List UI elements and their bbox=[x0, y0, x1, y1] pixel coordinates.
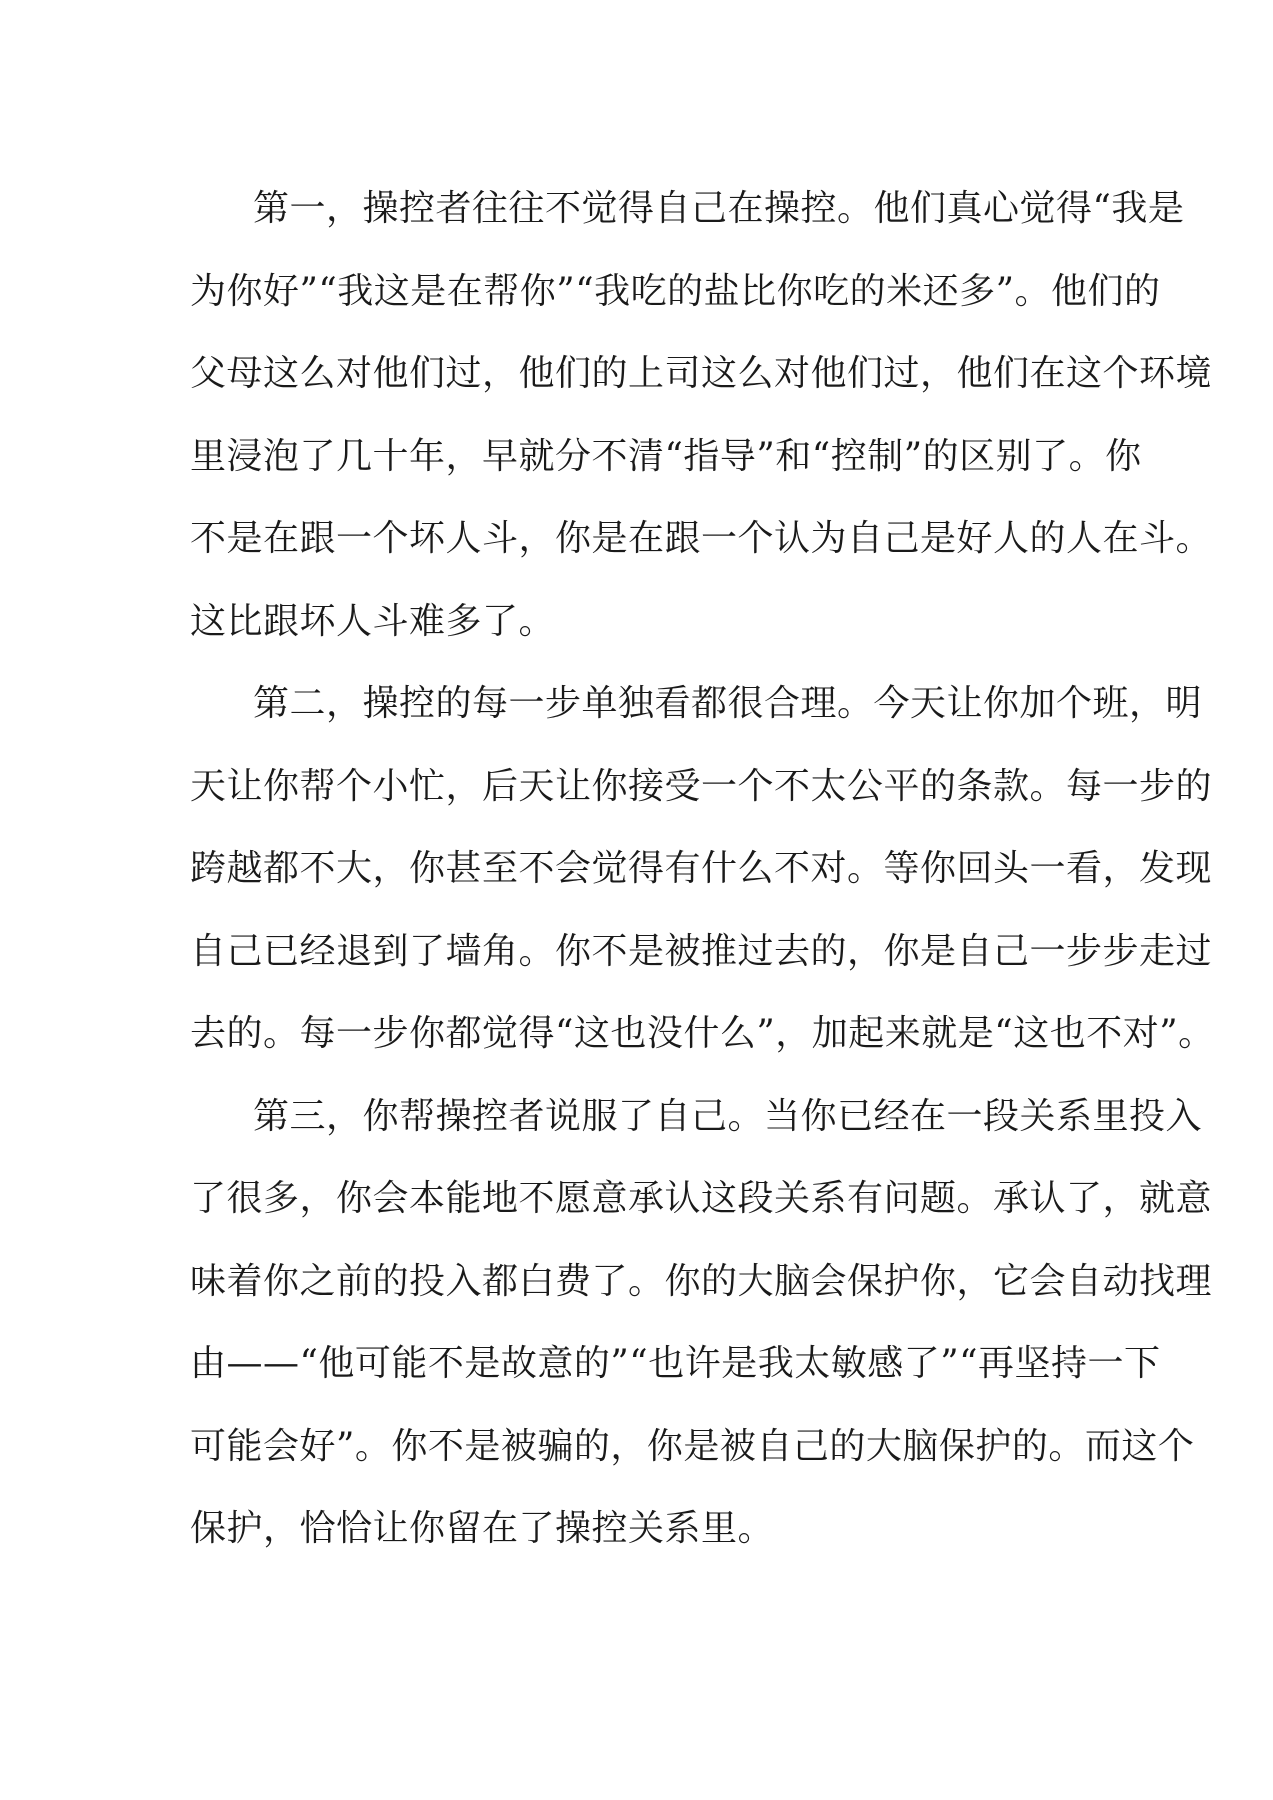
document-body bbox=[190, 168, 1215, 1571]
paragraph-line: 父母这么对他们过，他们的上司这么对他们过，他们在这个环境 bbox=[190, 353, 1213, 394]
paragraph-line: 天让你帮个小忙，后天让你接受一个不太公平的条款。每一步的 bbox=[190, 765, 1213, 807]
paragraph-line: 可能会好”。你不是被骗的，你是被自己的大脑保护的。而这个 bbox=[190, 1425, 1195, 1467]
paragraph-line: 里浸泡了几十年，早就分不清“指导”和“控制”的区别了。你 bbox=[190, 435, 1142, 477]
paragraph-line: 了很多，你会本能地不愿意承认这段关系有问题。承认了，就意 bbox=[190, 1178, 1213, 1219]
paragraph-2 bbox=[190, 663, 1215, 1076]
paragraph-line: 由——“他可能不是故意的”“也许是我太敏感了”“再坚持一下 bbox=[190, 1343, 1161, 1384]
paragraph-line: 第二，操控的每一步单独看都很合理。今天让你加个班，明 bbox=[253, 683, 1203, 724]
paragraph-line: 跨越都不大，你甚至不会觉得有什么不对。等你回头一看，发现 bbox=[190, 848, 1213, 889]
paragraph-line: 第三，你帮操控者说服了自己。当你已经在一段关系里投入 bbox=[253, 1095, 1203, 1137]
paragraph-line: 去的。每一步你都觉得“这也没什么”，加起来就是“这也不对”。 bbox=[190, 1013, 1215, 1054]
paragraph-line: 第一，操控者往往不觉得自己在操控。他们真心觉得“我是 bbox=[253, 188, 1185, 229]
paragraph-line: 不是在跟一个坏人斗，你是在跟一个认为自己是好人的人在斗。 bbox=[190, 518, 1213, 559]
paragraph-line: 味着你之前的投入都白费了。你的大脑会保护你，它会自动找理 bbox=[190, 1260, 1213, 1302]
paragraph-line: 这比跟坏人斗难多了。 bbox=[190, 600, 556, 642]
paragraph-line: 保护，恰恰让你留在了操控关系里。 bbox=[190, 1508, 775, 1549]
paragraph-line: 自己已经退到了墙角。你不是被推过去的，你是自己一步步走过 bbox=[190, 930, 1213, 972]
paragraph-1 bbox=[190, 168, 1213, 663]
paragraph-3 bbox=[190, 1076, 1213, 1571]
paragraph-line: 为你好”“我这是在帮你”“我吃的盐比你吃的米还多”。他们的 bbox=[190, 270, 1161, 312]
